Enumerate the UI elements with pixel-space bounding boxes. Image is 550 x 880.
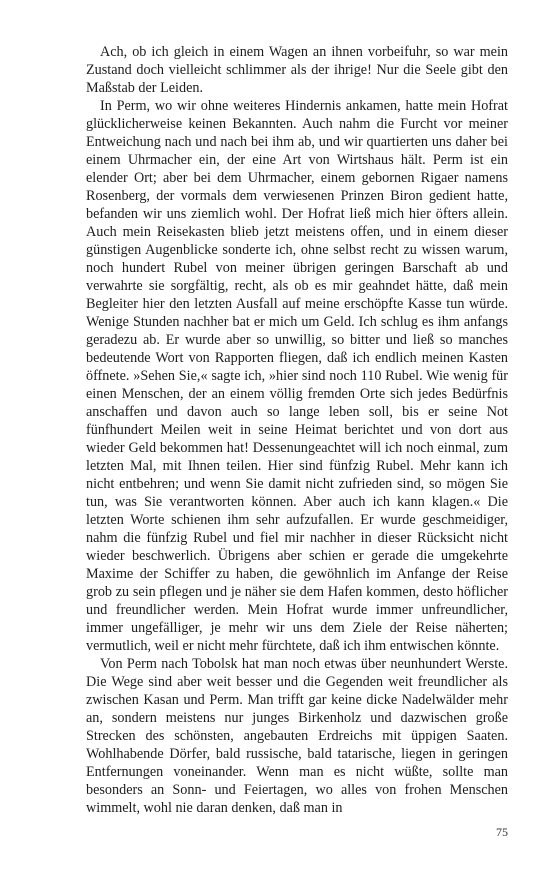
paragraph-2: In Perm, wo wir ohne weiteres Hindernis ankamen, hatte mein Hofrat glücklicherweise keinen Bekannten. Auch nahm die Furcht vor meiner Entweichung nach und nach bei ihm ab, und wir quartierten uns daher bei einem Uhrmacher ein, der eine Art von Wirtshaus hält. Perm ist ein elender Ort; aber bei dem Uhrmacher, einem gebornen Rigaer namens Rosenberg, der vormals dem verwiesenen Prinzen Biron gedient hatte, befanden wir uns ziemlich wohl. Der Hofrat ließ mich hier öfters allein. Auch mein Reisekasten blieb jetzt meistens offen, und in einem dieser günstigen Augenblicke sonderte ich, ohne selbst recht zu wissen warum, noch hundert Rubel von meiner übrigen geringen Barschaft ab und verwahrte sie sorgfältig, recht, als ob es mir geahndet hätte, daß mein Begleiter hier den letzten Ausfall auf meine erschöpfte Kasse tun würde. Wenige Stunden nachher bat er mich um Geld. Ich schlug es ihm anfangs geradezu ab. Er wurde aber so unwillig, so bitter und ließ so manches bedeutende Wort von Rapporten fliegen, daß ich endlich meinen Kasten öffnete. »Sehen Sie,« sagte ich, »hier sind noch 110 Rubel. Wie wenig für einen Menschen, der an einem völlig fremden Orte sich jedes Bedürfnis anschaffen und davon auch so lange leben soll, bis er seine Not fünfhundert Meilen weit in seine Heimat berichtet und von dort aus wieder Geld bekommen hat! Dessenungeachtet will ich noch einmal, zum letzten Mal, mit Ihnen teilen. Hier sind fünfzig Rubel. Mehr kann ich nicht entbehren; und wenn Sie damit nicht zufrieden sind, so mögen Sie tun, was Sie verantworten können. Aber auch ich kann klagen.« Die letzten Worte schienen ihm sehr aufzufallen. Er wurde geschmeidiger, nahm die fünfzig Rubel und fiel mir nachher in dieser Rücksicht nicht wieder beschwerlich. Übrigens aber schien er gerade die umgekehrte Maxime der Schiffer zu haben, die gewöhnlich im Anfange der Reise grob zu sein pflegen und je näher sie dem Hafen kommen, desto höflicher und freundlicher werden. Mein Hofrat wurde immer unfreundlicher, immer ungefälliger, je mehr wir uns dem Ziele der Reise näherten; vermutlich, weil er nicht mehr fürchtete, daß ich ihm entwischen könnte. [86, 98, 508, 654]
paragraph-3: Von Perm nach Tobolsk hat man noch etwas über neunhundert Werste. Die Wege sind aber weit besser und die Gegenden weit freundlicher als zwischen Kasan und Perm. Man trifft gar keine dicke Nadelwälder mehr an, sondern meistens nur junges Birkenholz und dazwischen große Strecken des schönsten, angebauten Erdreichs mit üppigen Saaten. Wohlhabende Dörfer, bald russische, bald tatarische, liegen in geringen Entfernungen voneinander. Wenn man es nicht wüßte, sollte man besonders an Sonn- und Feiertagen, wo alles von frohen Menschen wimmelt, wohl nie daran denken, daß man in [86, 656, 508, 816]
paragraph-1: Ach, ob ich gleich in einem Wagen an ihnen vorbeifuhr, so war mein Zustand doch vielleicht schlimmer als der ihrige! Nur die Seele gibt den Maßstab der Leiden. [86, 44, 508, 96]
body-text [86, 43, 508, 817]
page-number: 75 [496, 825, 508, 839]
